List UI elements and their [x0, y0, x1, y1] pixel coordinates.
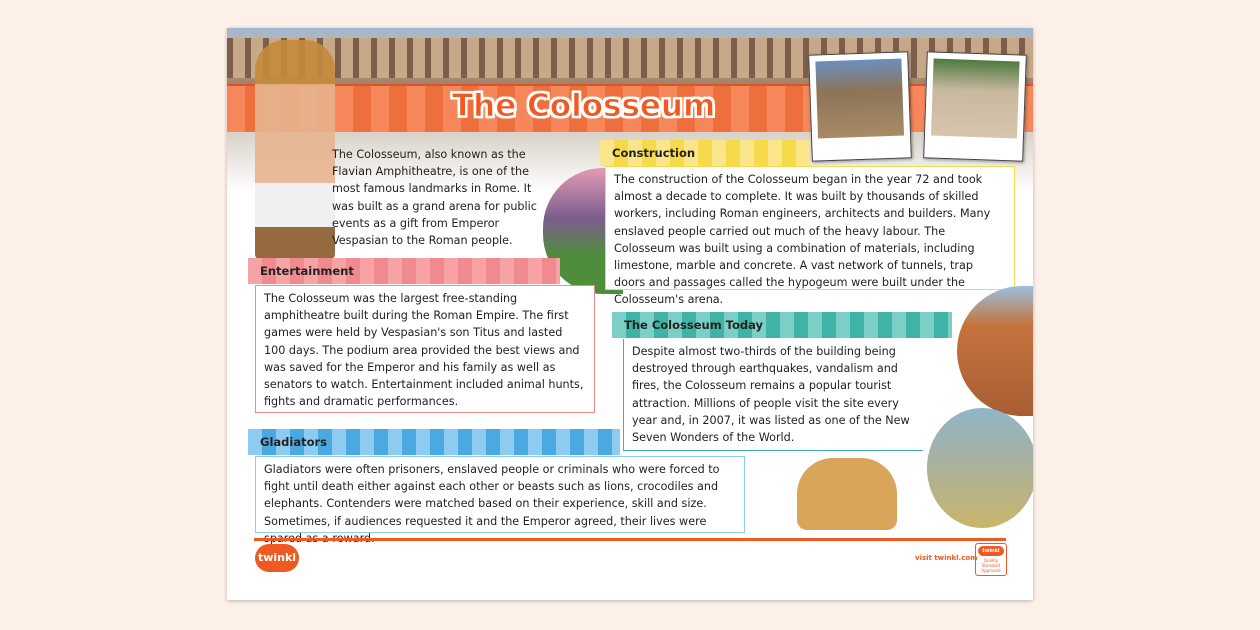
- fact-sheet: [227, 28, 1033, 600]
- colosseum-exterior-image: [957, 286, 1033, 416]
- lion-illustration: [797, 458, 897, 530]
- intro-text: The Colosseum, also known as the Flavian Amphitheatre, is one of the most famous landmarks in Rome. It was built as a grand arena for public events as a gift from Emperor Vespasian to the Roman people.: [332, 148, 537, 248]
- colosseum-interior-photo: [808, 51, 912, 161]
- construction-heading: [600, 140, 810, 166]
- entertainment-heading-text: Entertainment: [260, 264, 354, 278]
- footer-divider: [254, 538, 1006, 541]
- gladiators-heading-text: Gladiators: [260, 435, 327, 449]
- arches-image: [227, 38, 1033, 78]
- entertainment-heading: [248, 258, 560, 284]
- page-title: The Colosseum: [452, 88, 716, 124]
- gladiators-heading: [248, 429, 620, 455]
- badge-logo: twinkl: [978, 546, 1004, 556]
- today-heading-text: The Colosseum Today: [624, 318, 764, 332]
- twinkl-logo[interactable]: twinkl: [255, 544, 299, 572]
- gladiator-illustration: [255, 40, 335, 260]
- construction-body: The construction of the Colosseum began in the year 72 and took almost a decade to complete. It was built by thousands of skilled workers, including Roman engineers, architects and builders. Many enslaved people carried out much of the heavy labour. The Colosseum was built using a combination of materials, including limestone, marble and concrete. A vast network of tunnels, trap doors and passages called the hypogeum were built under the Colosseum's arena.: [605, 166, 1015, 290]
- entertainment-body: The Colosseum was the largest free-standing amphitheatre built during the Roman Empire. The first games were held by Vespasian's son Titus and lasted 100 days. The podium area provided the best views and was saved for the Emperor and his family as well as senators to watch. Entertainment included animal hunts, fights and dramatic performances.: [255, 285, 595, 413]
- gladiators-body: Gladiators were often prisoners, enslaved people or criminals who were forced to fight until death either against each other or beasts such as lions, crocodiles and elephants. Contenders were matched based on their experience, skill and size. Sometimes, if audiences requested it and the Emperor agreed, their lives were: [255, 456, 745, 533]
- badge-text: Quality Standard Approved: [981, 558, 1001, 573]
- quality-badge: [975, 543, 1007, 576]
- visit-link[interactable]: visit twinkl.com: [915, 554, 978, 562]
- today-body: Despite almost two-thirds of the building being destroyed through earthquakes, vandalism and fires, the Colosseum remains a popular tourist attraction. Millions of people visit the site every year and, in 2007, it was listed as one of the New Seven Wonders of the World.: [623, 339, 923, 451]
- today-heading: [612, 312, 952, 338]
- construction-heading-text: Construction: [612, 146, 696, 160]
- colosseum-aerial-photo: [923, 51, 1027, 161]
- gladiator-arena-image: [927, 408, 1033, 528]
